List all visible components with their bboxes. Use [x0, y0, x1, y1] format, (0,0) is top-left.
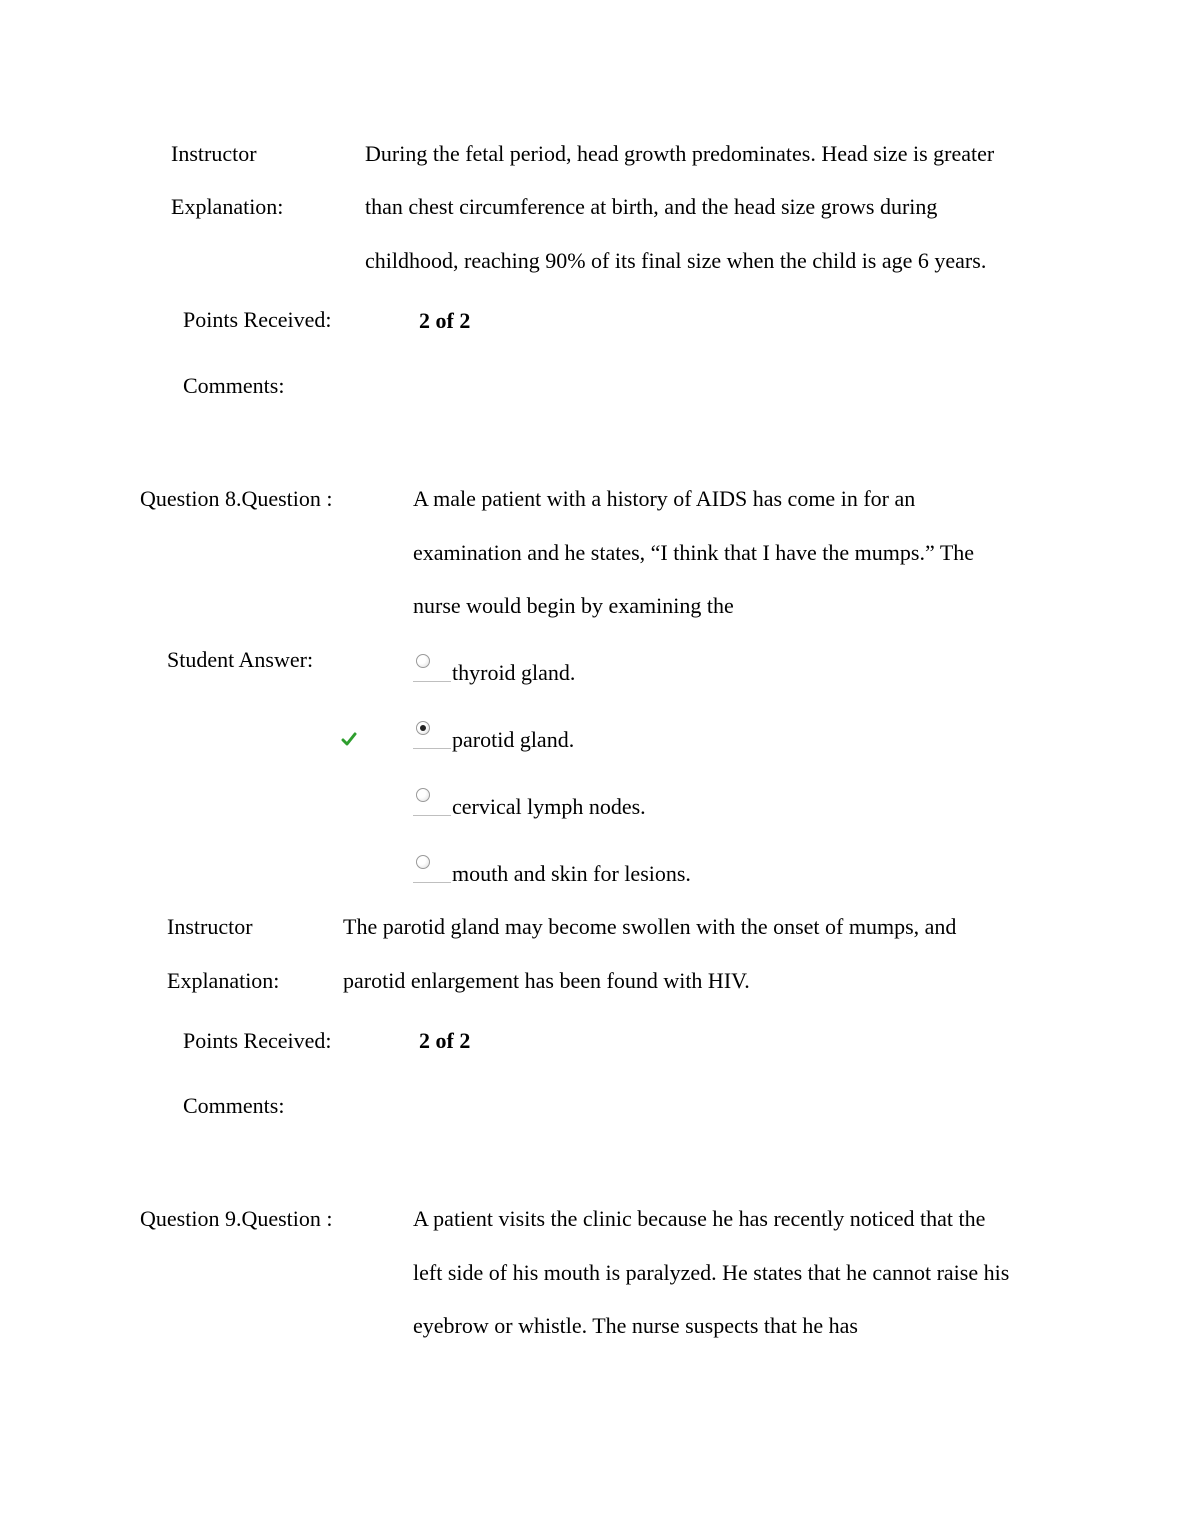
q8-option-underline — [413, 815, 451, 816]
q8-question-label: Question 8.Question : — [140, 486, 333, 511]
q8-option-underline — [413, 882, 451, 883]
q8-student-answer-label: Student Answer: — [167, 647, 314, 672]
q8-option-radio-mouth-skin[interactable] — [416, 855, 430, 869]
q8-comments-label: Comments: — [183, 1093, 285, 1118]
q8-explanation-label-2: Explanation: — [167, 968, 280, 993]
q7-explanation-line: than chest circumference at birth, and the head size grows during — [365, 194, 938, 219]
q8-explanation-line: The parotid gland may become swollen with the onset of mumps, and — [343, 914, 957, 939]
q8-question-line: examination and he states, “I think that I have the mumps.” The — [413, 540, 975, 565]
q8-question-line: nurse would begin by examining the — [413, 593, 734, 618]
q8-option-label-parotid: parotid gland. — [452, 727, 575, 752]
q9-question-label: Question 9.Question : — [140, 1206, 333, 1231]
q8-explanation-label-1: Instructor — [167, 914, 253, 939]
q8-option-underline — [413, 681, 451, 682]
q8-option-radio-cervical[interactable] — [416, 788, 430, 802]
q7-explanation-line: During the fetal period, head growth predominates. Head size is greater — [365, 141, 995, 166]
q8-explanation-line: parotid enlargement has been found with HIV. — [343, 968, 750, 993]
q9-question-line: eyebrow or whistle. The nurse suspects that he has — [413, 1313, 858, 1338]
q8-points-value: 2 of 2 — [419, 1028, 471, 1053]
q7-comments-label: Comments: — [183, 373, 285, 398]
q7-points-value: 2 of 2 — [419, 308, 471, 333]
q8-question-line: A male patient with a history of AIDS has come in for an — [413, 486, 916, 511]
q7-explanation-line: childhood, reaching 90% of its final size when the child is age 6 years. — [365, 248, 987, 273]
q7-points-label: Points Received: — [183, 307, 332, 332]
q8-option-radio-thyroid[interactable] — [416, 654, 430, 668]
q8-option-label-mouth-skin: mouth and skin for lesions. — [452, 861, 691, 886]
q8-option-label-thyroid: thyroid gland. — [452, 660, 576, 685]
green-check-icon — [341, 731, 357, 747]
q8-points-label: Points Received: — [183, 1028, 332, 1053]
q7-explanation-label-2: Explanation: — [171, 194, 284, 219]
q9-question-line: left side of his mouth is paralyzed. He states that he cannot raise his — [413, 1260, 1010, 1285]
q7-explanation-label-1: Instructor — [171, 141, 257, 166]
q9-question-line: A patient visits the clinic because he has recently noticed that the — [413, 1206, 986, 1231]
q8-option-radio-parotid[interactable] — [416, 721, 430, 735]
q8-option-underline — [413, 748, 451, 749]
q8-option-label-cervical: cervical lymph nodes. — [452, 794, 646, 819]
